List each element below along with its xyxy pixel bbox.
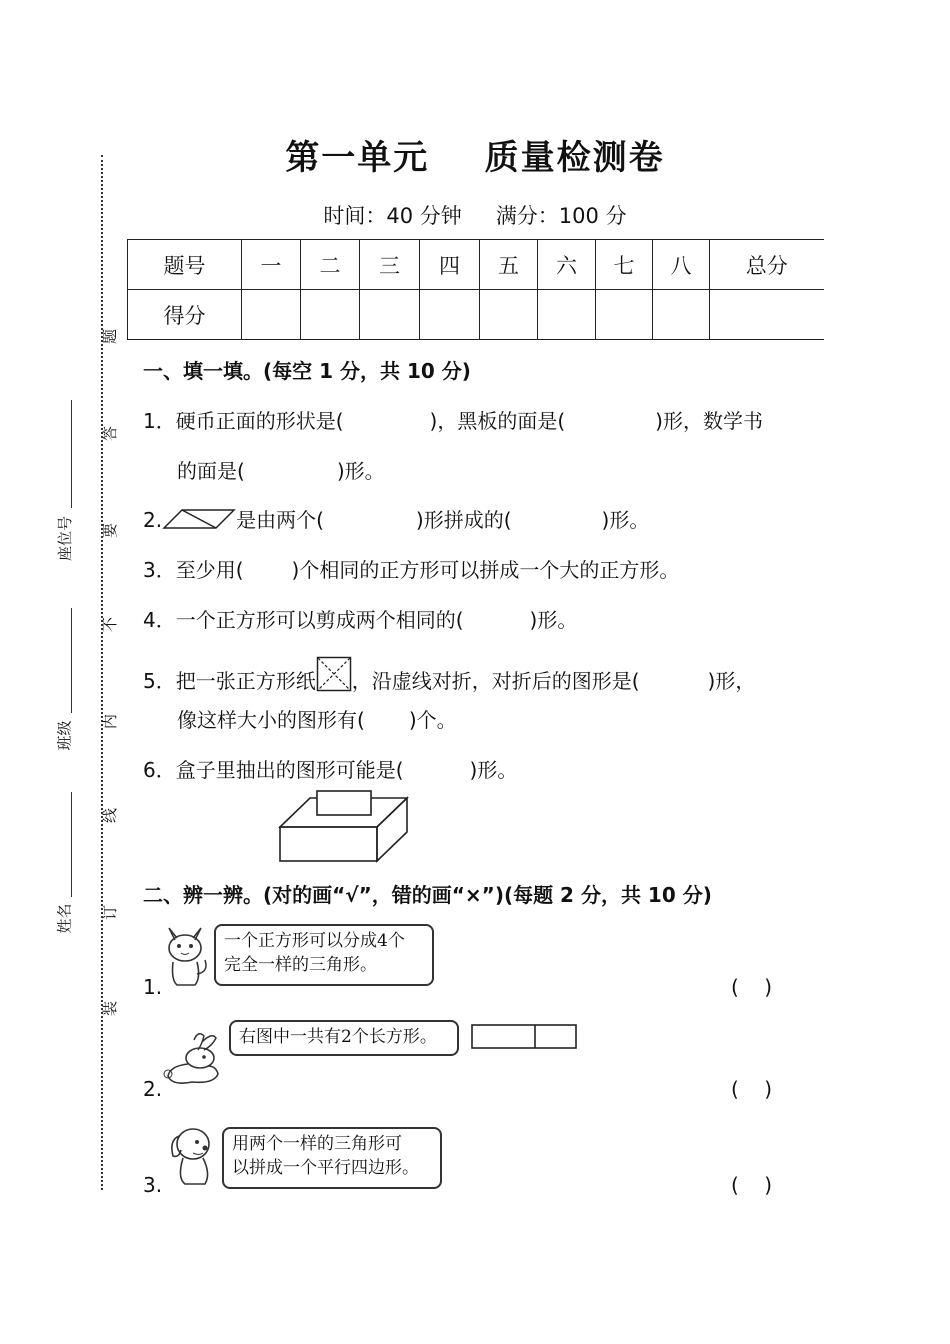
score-cell[interactable]	[480, 290, 538, 340]
title-unit: 第一单元	[285, 138, 430, 178]
exam-info	[0, 200, 950, 230]
table-cell: 总分	[710, 240, 824, 290]
table-cell: 二	[301, 240, 360, 290]
table-cell: 题号	[128, 240, 242, 290]
question-4: 4．一个正方形可以剪成两个相同的( )形。	[143, 608, 578, 632]
section-heading: 一、填一填。(每空 1 分，共 10 分)	[143, 359, 471, 383]
table-cell: 七	[596, 240, 653, 290]
question-5: 5．把一张正方形纸 ，沿虚线对折，对折后的图形是( )形，	[143, 656, 755, 694]
score-cell[interactable]	[242, 290, 301, 340]
table-row	[128, 240, 824, 290]
score-cell[interactable]	[596, 290, 653, 340]
judge-item-number: 2.	[143, 1077, 163, 1101]
table-cell: 六	[538, 240, 596, 290]
table-cell: 四	[420, 240, 480, 290]
table-cell: 五	[480, 240, 538, 290]
answer-parentheses[interactable]: ( )	[731, 1077, 773, 1101]
judge-item-number: 1.	[143, 975, 163, 999]
seal-char: 不	[101, 616, 120, 633]
score-cell[interactable]	[653, 290, 710, 340]
answer-parentheses[interactable]: ( )	[731, 975, 773, 999]
question-3: 3．至少用( )个相同的正方形可以拼成一个大的正方形。	[143, 558, 680, 582]
seat-number-line	[71, 400, 72, 508]
box-figure	[277, 789, 411, 865]
score-cell[interactable]	[710, 290, 824, 340]
table-cell: 三	[360, 240, 420, 290]
score-table	[127, 239, 824, 340]
score-cell[interactable]	[420, 290, 480, 340]
seal-char: 要	[101, 522, 120, 539]
speech-bubble: 一个正方形可以分成4个 完全一样的三角形。	[214, 924, 434, 986]
class-label: 班级	[55, 720, 74, 751]
table-cell: 得分	[128, 290, 242, 340]
binding-dotted-line	[101, 155, 103, 1190]
table-cell: 八	[653, 240, 710, 290]
name-label: 姓名	[55, 903, 74, 934]
class-line	[71, 608, 72, 713]
cat-icon	[161, 922, 211, 988]
seat-number-label: 座位号	[56, 515, 75, 562]
table-cell: 一	[242, 240, 301, 290]
question-6: 6．盒子里抽出的图形可能是( )形。	[143, 758, 518, 782]
full-score: 满分：100 分	[495, 204, 627, 228]
parallelogram-figure	[162, 508, 236, 530]
seal-char: 内	[101, 713, 120, 730]
speech-bubble: 用两个一样的三角形可 以拼成一个平行四边形。	[222, 1127, 442, 1189]
question-5-continued: 像这样大小的图形有( )个。	[177, 708, 457, 732]
seal-char: 线	[101, 807, 120, 824]
dog-icon	[163, 1122, 221, 1188]
name-line	[71, 792, 72, 897]
seal-char: 订	[101, 904, 120, 921]
rabbit-icon	[158, 1030, 228, 1088]
title-name: 质量检测卷	[484, 138, 665, 178]
section-heading: 二、辨一辨。(对的画“√”，错的画“×”)(每题 2 分，共 10 分)	[143, 883, 712, 907]
score-cell[interactable]	[360, 290, 420, 340]
time-limit: 时间：40 分钟	[323, 204, 462, 228]
speech-bubble: 右图中一共有2个长方形。	[229, 1020, 459, 1056]
judge-item-number: 3.	[143, 1173, 163, 1197]
question-1-continued: 的面是( )形。	[177, 459, 385, 483]
seal-char: 装	[101, 1000, 120, 1017]
question-1: 1．硬币正面的形状是( )，黑板的面是( )形，数学书	[143, 409, 763, 433]
answer-parentheses[interactable]: ( )	[731, 1173, 773, 1197]
two-rectangles-figure	[471, 1024, 577, 1050]
question-2: 2. 是由两个( )形拼成的( )形。	[143, 508, 650, 532]
seal-char: 答	[101, 425, 120, 442]
score-cell[interactable]	[538, 290, 596, 340]
score-cell[interactable]	[301, 290, 360, 340]
page-title	[0, 130, 950, 179]
square-paper-figure	[316, 656, 352, 692]
table-row	[128, 290, 824, 340]
seal-char: 题	[101, 328, 120, 345]
